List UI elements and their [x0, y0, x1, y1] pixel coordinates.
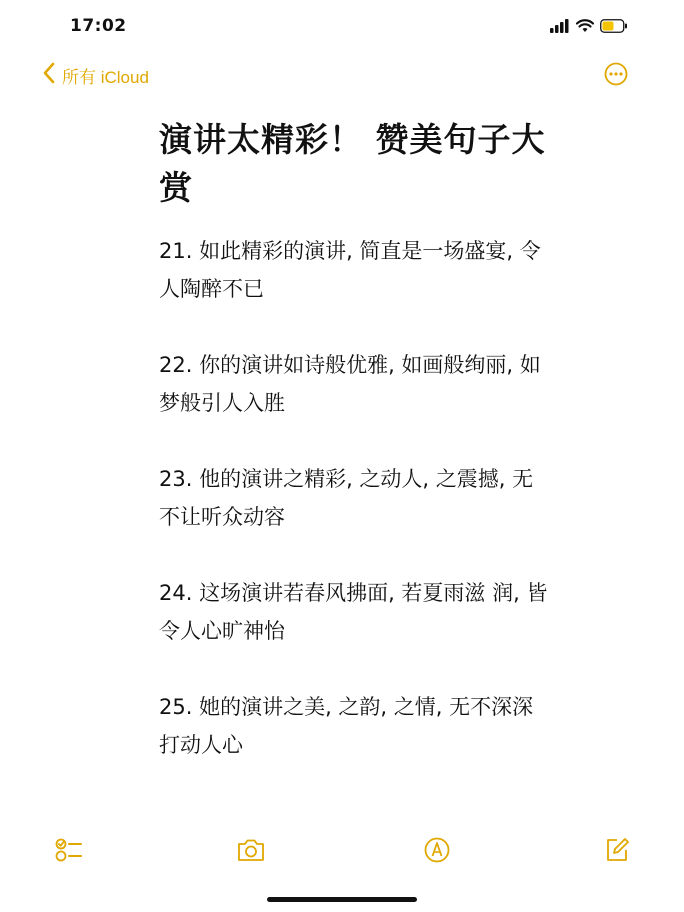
markup-button[interactable] [423, 836, 451, 868]
more-options-button[interactable] [604, 62, 628, 90]
note-line-24: 24. 这场演讲若春风拂面, 若夏雨滋 润, 皆令人心旷神怡 [159, 581, 548, 643]
chevron-left-icon [42, 62, 56, 88]
note-content[interactable] [159, 116, 549, 802]
compose-button[interactable] [603, 836, 631, 868]
camera-icon [236, 849, 266, 868]
ellipsis-circle-icon [604, 71, 628, 90]
note-line-22: 22. 你的演讲如诗般优雅, 如画般绚丽, 如梦般引人入胜 [159, 353, 541, 415]
markup-pen-icon [423, 849, 451, 868]
status-time: 17:02 [70, 16, 127, 36]
back-button[interactable] [42, 62, 149, 88]
wifi-icon [576, 18, 594, 37]
compose-icon [603, 849, 631, 868]
checklist-button[interactable] [55, 836, 83, 868]
note-line-23: 23. 他的演讲之精彩, 之动人, 之震撼, 无不让听众动容 [159, 467, 534, 529]
status-icons [550, 18, 628, 37]
battery-icon [600, 18, 628, 37]
checklist-icon [55, 849, 83, 868]
back-label: 所有 iCloud [62, 67, 149, 87]
status-bar [0, 0, 684, 52]
cellular-signal-icon [550, 18, 570, 37]
note-title: 演讲太精彩！ 赞美句子大赏 [159, 120, 546, 207]
nav-bar [0, 56, 684, 96]
note-line-21: 21. 如此精彩的演讲, 简直是一场盛宴, 令人陶醉不已 [159, 239, 541, 301]
home-indicator[interactable] [267, 897, 417, 902]
note-line-25: 25. 她的演讲之美, 之韵, 之情, 无不深深打动人心 [159, 695, 534, 757]
bottom-toolbar [0, 832, 684, 872]
camera-button[interactable] [236, 836, 266, 868]
